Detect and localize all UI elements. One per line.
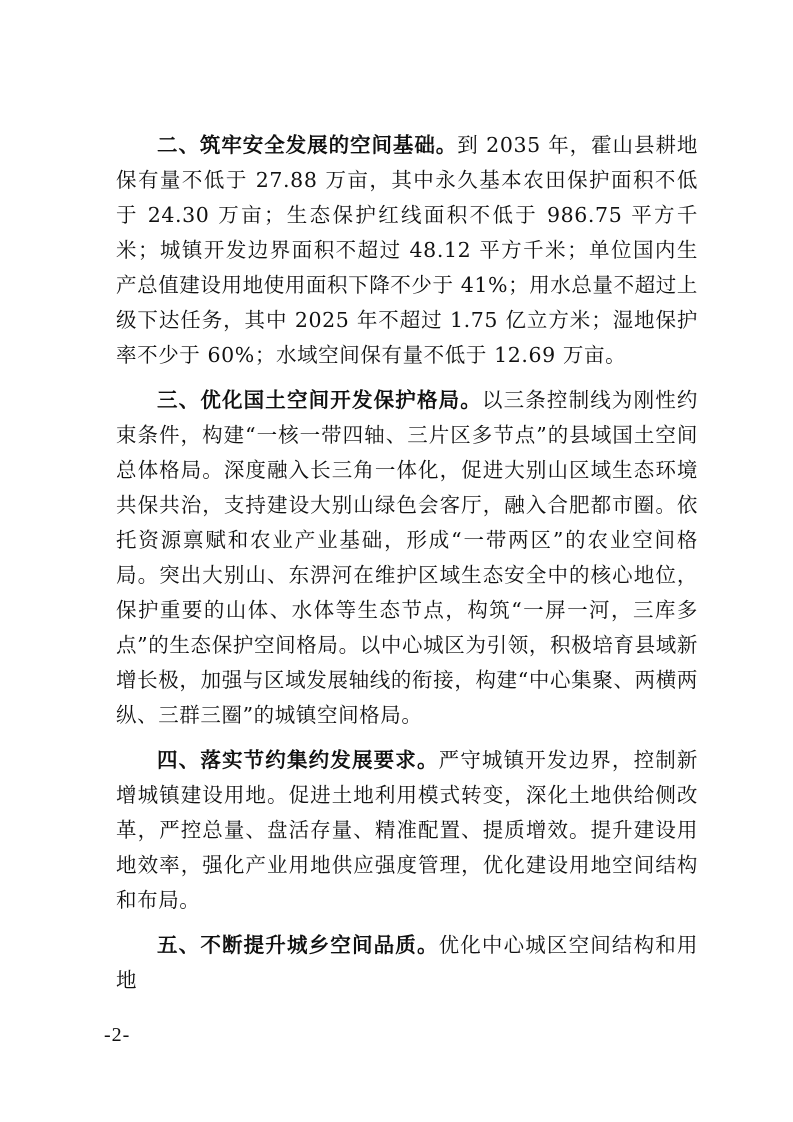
- paragraph-text: 严守城镇开发边界，控制新增城镇建设用地。促进土地利用模式转变，深化土地供给侧改革，严控总量、盘活存量、精准配置、提质增效。提升建设用地效率，强化产业用地供应强度管理，优化建设用地空间结构和布局。: [116, 748, 698, 912]
- paragraph-spatial-pattern: [116, 383, 698, 733]
- section-heading: 三、优化国土空间开发保护格局。: [157, 388, 482, 412]
- section-heading: 二、筑牢安全发展的空间基础。: [157, 133, 458, 157]
- page-number: -2-: [104, 1024, 131, 1046]
- paragraph-text: 以三条控制线为刚性约束条件，构建“一核一带四轴、三片区多节点”的县域国土空间总体格局。深度融入长三角一体化，促进大别山区域生态环境共保共治，支持建设大别山绿色会客厅，融入合肥都市圈。依托资源禀赋和农业产业基础，形成“一带两区”的农业空间格局。突出大别山、东淠河在维护区域生态安全中的核心地位，保护重要的山体、水体等生态节点，构筑“一屏一河，三库多点”的生态保护空间格局。以中心城区为引领，积极培育县域新增长极，加强与区域发展轴线的衔接，构建“中心集聚、两横两纵、三群三圈”的城镇空间格局。: [116, 388, 698, 727]
- section-heading: 五、不断提升城乡空间品质。: [157, 933, 439, 957]
- section-heading: 四、落实节约集约发展要求。: [157, 748, 439, 772]
- paragraph-text: 优化中心城区空间结构和用地: [116, 933, 698, 992]
- paragraph-text: 到 2035 年，霍山县耕地保有量不低于 27.88 万亩，其中永久基本农田保护面积不低于 24.30 万亩；生态保护红线面积不低于 986.75 平方千米；城镇开发边界面积不超过 48.12 平方千米；单位国内生产总值建设用地使用面积下降不少于 41%；用水总量不超过上级下达任务，其中 2025 年不超过 1.75 亿立方米；湿地保护率不少于 60%；水域空间保有量不低于 12.69 万亩。: [116, 133, 698, 367]
- paragraph-urban-rural-quality: [116, 928, 698, 998]
- body-text: [116, 128, 698, 998]
- paragraph-intensive-development: [116, 743, 698, 918]
- paragraph-spatial-foundation: [116, 128, 698, 373]
